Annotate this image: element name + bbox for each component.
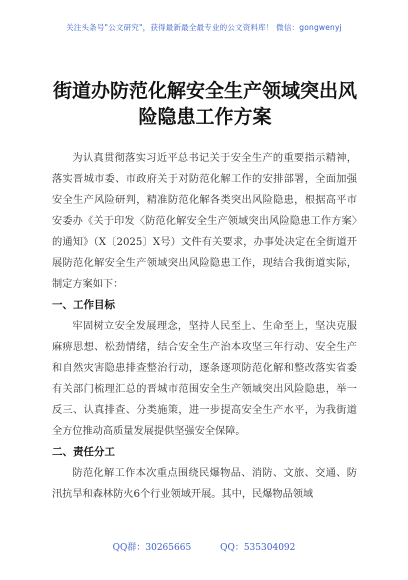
footer <box>0 540 408 553</box>
goals-paragraph: 牢固树立安全发展理念，坚持人民至上、生命至上，坚决克服麻痹思想、松劲情绪，结合安全生产治本攻坚三年行动、安全生产和自然灾害隐患排查整治行动，逐条逐项防范化解和整改落实省委有关部门梳理汇总的晋城市范围安全生产领域突出风险隐患，举一反三、认真排查、分类施策，进一步提高安全生产水平，为我街道全方位推动高质量发展提供坚强安全保障。 <box>52 321 357 437</box>
footer-qq-group: QQ群：30265665 <box>112 543 192 553</box>
header-banner: 关注头条号"公文研究"，获得最新最全最专业的公文资料库！ 微信：gongwenyj <box>66 23 342 32</box>
section-heading-goals: 一、工作目标 <box>52 299 115 311</box>
responsibilities-paragraph: 防范化解工作本次重点围绕民爆物品、消防、文旅、交通、防汛抗旱和森林防火6个行业领域开展。其中，民爆物品领域 <box>52 468 357 500</box>
document-title: 街道办防范化解安全生产领域突出风险隐患工作方案 <box>52 80 357 128</box>
document-body <box>52 148 357 505</box>
section-heading-responsibilities: 二、责任分工 <box>52 446 115 458</box>
intro-paragraph: 为认真贯彻落实习近平总书记关于安全生产的重要指示精神，落实晋城市委、市政府关于对防范化解工作的安排部署，全面加强安全生产风险研判，精准防范化解各类突出风险隐患，根据高平市安委办《关于印发〈防范化解安全生产领域突出风险隐患工作方案〉的通知》（X〔2025〕X号）文件有关要求，办事处决定在全街道开展防范化解安全生产领域突出风险隐患工作，现结合我街道实际，制定方案如下： <box>52 153 357 290</box>
footer-qq: QQ：535304092 <box>220 543 296 553</box>
